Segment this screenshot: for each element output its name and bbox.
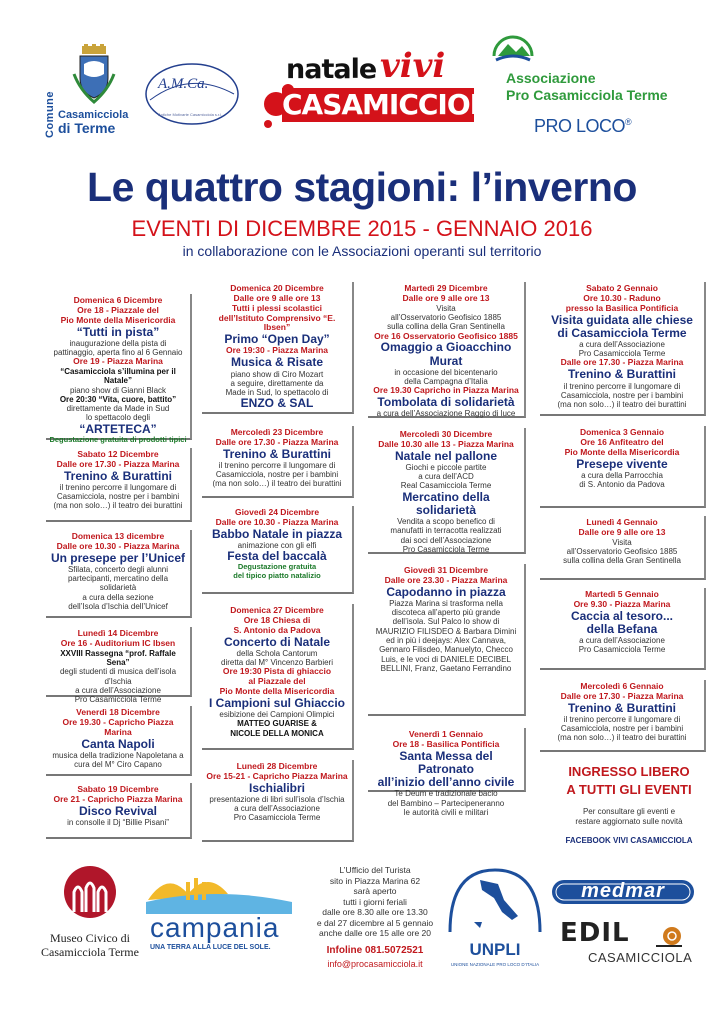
event-description: il trenino percorre il lungomare di — [59, 482, 177, 492]
event-description: dell’isola. Sul Palco lo show di — [392, 617, 500, 627]
event-date-time: Pio Monte della Misericordia — [564, 446, 680, 457]
event-title: Concerto di Natale — [223, 634, 331, 649]
event-description: Pro Casamicciola Terme — [74, 695, 162, 705]
event-date-time: presso la Basilica Pontificia — [565, 302, 679, 313]
natale-word: natale — [286, 54, 377, 85]
event-date-time: Sabato 2 Gennaio — [586, 283, 658, 293]
tourist-office-lines — [300, 865, 450, 939]
event-description: in occasione del bicentenario — [394, 367, 498, 377]
event-box — [202, 282, 354, 414]
event-description: (ma non solo…) il teatro dei burattini — [557, 733, 687, 743]
tourist-office-info — [300, 865, 450, 970]
event-description: sulla collina della Gran Sentinella — [563, 556, 681, 566]
event-description: Te Deum e tradizionale bacio — [394, 789, 498, 799]
associazione-line1: Associazione — [506, 70, 596, 86]
edil-word: EDIL — [560, 918, 630, 948]
medmar-word: medmar — [581, 880, 665, 902]
event-date-time: Dalle ore 10.30 - Piazza Marina — [215, 516, 339, 527]
event-description: diretta dal M° Vincenzo Barbieri — [221, 658, 333, 668]
event-description: MAURIZIO FILISDEO & Barbara Dimini — [375, 626, 517, 636]
edil-subtext: CASAMICCIOLA — [588, 950, 693, 965]
event-description: in consolle il Dj “Billie Pisani” — [67, 817, 169, 827]
event-description: di S. Antonio da Padova — [579, 480, 665, 490]
event-description: (ma non solo…) il teatro dei burattini — [53, 501, 183, 511]
event-title: Caccia al tesoro... — [570, 608, 674, 623]
event-highlight: MATTEO GUARISE & — [237, 719, 317, 729]
associazione-name — [506, 70, 668, 104]
event-description: Pro Casamicciola Terme — [578, 349, 666, 359]
event-date-time: al Piazzale del — [248, 676, 306, 687]
ingresso-info — [548, 807, 710, 826]
event-description: inaugurazione della pista di — [69, 338, 167, 348]
casamicciola-banner: CASAMICCIOLA — [282, 88, 508, 121]
event-box — [368, 564, 526, 716]
event-date-time: Ore 18 - Basilica Pontificia — [392, 738, 500, 749]
event-description: Pro Casamicciola Terme — [233, 813, 321, 823]
event-highlight: XXVIII Rassegna “prof. Raffale Sena” — [60, 648, 176, 667]
event-date-time: Venerdì 18 Dicembre — [76, 707, 160, 717]
tourist-office-line: anche dalle ore 15 alle ore 20 — [319, 928, 431, 939]
unpli-subtext: UNIONE NAZIONALE PRO LOCO D’ITALIA — [450, 962, 540, 967]
tourist-office-line: sito in Piazza Marina 62 — [329, 875, 421, 886]
event-date-time: Lunedì 14 Dicembre — [77, 628, 159, 638]
event-date-time: Domenica 6 Dicembre — [73, 295, 163, 305]
event-date-time: Ore 16 Osservatorio Geofisico 1885 — [374, 330, 518, 341]
event-description: cura del M° Ciro Capano — [74, 760, 162, 770]
event-description: all’Osservatorio Geofisico 1885 — [566, 546, 678, 556]
event-title: Un presepe per l’Unicef — [50, 550, 186, 565]
event-box — [46, 706, 192, 776]
event-title: Visita guidata alle chiese — [551, 312, 693, 327]
event-date-time: Ore 19:30 - Piazza Marina — [225, 345, 329, 356]
event-date-time: Ore 21 - Capricho Piazza Marina — [53, 793, 183, 804]
tourist-office-line: tutti i giorni feriali — [343, 896, 407, 907]
event-box — [540, 516, 706, 580]
event-description: Casamicciola, nostre per i bambini — [560, 390, 684, 400]
event-description: all’Osservatorio Geofisico 1885 — [390, 312, 502, 322]
vivi-word: vivi — [380, 46, 446, 86]
event-title: Trenino & Burattini — [568, 700, 676, 715]
event-date-time: Ore 18 - Piazzale del — [77, 304, 159, 315]
event-title: della Befana — [586, 621, 658, 636]
event-date-time: Mercoledì 6 Gennaio — [580, 681, 664, 691]
event-title: Presepe vivente — [576, 456, 668, 471]
event-title: Trenino & Burattini — [64, 468, 172, 483]
event-title: di Casamicciola Terme — [557, 325, 687, 340]
page-title: Le quattro stagioni: l’inverno — [87, 164, 637, 210]
event-description: lo spettacolo degli — [85, 413, 151, 423]
event-date-time: Domenica 3 Gennaio — [579, 427, 665, 437]
event-box — [540, 282, 706, 416]
event-date-time: Domenica 13 dicembre — [71, 531, 165, 541]
event-description: Visita — [612, 537, 632, 547]
event-description: del Bambino – Partecipeneranno — [387, 798, 505, 808]
event-date-time: Ore 18 Chiesa di — [243, 614, 311, 625]
campania-logo-icon — [146, 870, 292, 914]
event-title: Festa del baccalà — [227, 549, 327, 564]
event-tasting-note: Degustazione gratuita di prodotti tipici — [49, 434, 187, 444]
amca-logo-icon — [142, 60, 242, 128]
event-description: Real Casamicciola Terme — [400, 481, 492, 491]
collaboration-note: in collaborazione con le Associazioni operanti sul territorio — [182, 243, 542, 259]
event-date-time: Dalle ore 9 alle ore 13 — [402, 292, 490, 303]
infoline-phone[interactable]: Infoline 081.5072521 — [326, 944, 424, 956]
event-box — [202, 760, 354, 842]
event-tasting-note: Degustazione gratuita — [237, 562, 317, 572]
event-box — [202, 426, 354, 498]
museo-line2: Casamicciola Terme — [41, 944, 139, 959]
event-date-time: Ore 16 Anfiteatro del — [580, 436, 664, 447]
event-description: manufatti in terracotta realizzati — [390, 526, 502, 536]
event-tasting-note: del tipico piatto natalizio — [233, 571, 321, 581]
associazione-line2: Pro Casamicciola Terme — [506, 86, 668, 103]
event-description: Pro Casamicciola Terme — [402, 544, 490, 554]
event-date-time: Ore 15-21 - Capricho Piazza Marina — [206, 770, 348, 781]
page-subtitle: EVENTI DI DICEMBRE 2015 - GENNAIO 2016 — [131, 216, 593, 241]
event-description: Luis, e le voci di DANIELE DECIBEL — [381, 654, 511, 664]
associazione-mountain-icon — [490, 26, 536, 66]
event-description: (ma non solo…) il teatro dei burattini — [212, 479, 342, 489]
event-date-time: S. Antonio da Padova — [233, 624, 321, 635]
event-highlight: NICOLE DELLA MONICA — [230, 728, 324, 738]
event-title: Canta Napoli — [81, 736, 155, 751]
comune-vertical-label: Comune — [44, 91, 56, 138]
event-description: il trenino percorre il lungomare di — [563, 381, 681, 391]
event-title: all’inizio dell’anno civile — [377, 775, 515, 790]
event-box — [46, 783, 192, 839]
event-title: Ischialibri — [248, 780, 306, 795]
event-box — [368, 282, 526, 418]
event-description: direttamente da Made in Sud — [66, 404, 170, 414]
event-date-time: Ore 19:30 Pista di ghiaccio — [222, 666, 332, 677]
event-description: partecipanti, mercatino della solidarietà — [67, 574, 169, 593]
proloco-logo — [534, 116, 631, 137]
event-highlight: “Casamicciola s’illumina per il Natale” — [60, 367, 176, 386]
event-description: Casamicciola, nostre per i bambini — [560, 724, 684, 734]
event-description: musica della tradizione Napoletana a — [52, 750, 184, 760]
event-description: BELLINI, Franz, Gaetano Ferrandino — [380, 663, 512, 673]
event-date-time: Tutti i plessi scolastici — [231, 302, 323, 313]
event-description: a cura dell’Associazione — [234, 804, 320, 814]
event-description: animazione con gli elfi — [237, 540, 317, 550]
snail-icon — [654, 924, 684, 948]
event-date-time: Dalle ore 17.30 - Piazza Marina — [56, 458, 180, 469]
amca-logo-text: A.M.Ca. — [158, 76, 209, 92]
event-description: a seguire, direttamente da — [230, 378, 324, 388]
event-description: (ma non solo…) il teatro dei burattini — [557, 400, 687, 410]
event-description: il trenino percorre il lungomare di — [563, 714, 681, 724]
event-date-time: Dalle ore 9 alle ore 13 — [578, 526, 666, 537]
event-description: Vendita a scopo benefico di — [397, 517, 495, 527]
event-description: a cura dell’Associazione — [579, 339, 665, 349]
ingresso-line2: A TUTTI GLI EVENTI — [566, 782, 692, 797]
event-description: il trenino percorre il lungomare di — [218, 460, 336, 470]
event-title: I Campioni sul Ghiaccio — [208, 695, 346, 710]
event-box — [46, 530, 192, 618]
event-box — [368, 428, 526, 554]
event-date-time: Dalle ore 17.30 - Piazza Marina — [560, 357, 684, 368]
ingresso-info-line1: Per consultare gli eventi e — [582, 807, 676, 816]
tourist-office-line: dalle ore 8.30 alle ore 13.30 — [322, 907, 428, 918]
event-description: dell’Isola d’Ischia dell’Unicef — [68, 601, 168, 611]
event-description: a cura dell’Associazione — [579, 636, 665, 646]
museo-line1: Museo Civico di — [50, 931, 130, 945]
event-title: Santa Messa del Patronato — [399, 748, 493, 776]
event-date-time: dell’Istituto Comprensivo “E. Ibsen” — [218, 312, 336, 333]
event-date-time: Ore 10.30 - Raduno — [583, 292, 661, 303]
campania-word: campania — [150, 912, 280, 943]
event-box — [540, 426, 706, 508]
event-date-time: Dalle ore 17.30 - Piazza Marina — [215, 436, 339, 447]
comune-name-line1: Casamicciola — [58, 109, 129, 121]
event-title: “Tutti in pista” — [76, 324, 160, 339]
event-title: Natale nel pallone — [394, 448, 498, 463]
event-title: Musica & Risate — [230, 355, 324, 370]
event-date-time: Venerdì 1 Gennaio — [408, 729, 484, 739]
event-description: Casamicciola, nostre per i bambini — [215, 470, 339, 480]
event-title: Mercatino della solidarietà — [402, 489, 490, 517]
event-description: piano show di Ciro Mozart — [230, 369, 324, 379]
unpli-word: UNPLI — [469, 940, 521, 959]
event-description: ed in più i deejays: Alex Cannava, — [385, 635, 507, 645]
event-date-time: Sabato 19 Dicembre — [77, 784, 159, 794]
event-description: piano show di Gianni Black — [69, 385, 167, 395]
event-date-time: Ore 19.30 Capricho in Piazza Marina — [373, 385, 519, 396]
event-date-time: Martedì 29 Dicembre — [404, 283, 488, 293]
event-date-time: Sabato 12 Dicembre — [77, 449, 159, 459]
natale-vivi-logo — [262, 46, 508, 132]
event-box — [202, 604, 354, 750]
event-description: della Schola Cantorum — [236, 648, 318, 658]
event-date-time: Dalle ore 9 alle ore 13 — [233, 292, 321, 303]
amca-logo-subtext: Antiche Motivarte Casamicciola s.r.l. — [158, 112, 223, 117]
event-date-time: Pio Monte della Misericordia — [60, 314, 176, 325]
unpli-italy-map-icon — [444, 866, 546, 938]
event-date-time: Pio Monte della Misericordia — [219, 686, 335, 697]
event-box — [368, 728, 526, 817]
event-description: Sfilata, concerto degli alunni — [67, 564, 169, 574]
event-description: discoteca all’aperto più grande — [391, 608, 501, 618]
event-description: a cura della Parrocchia — [581, 470, 663, 480]
event-description: Visita — [436, 303, 456, 313]
event-box — [46, 294, 192, 444]
event-box — [46, 627, 192, 705]
event-description: Made in Sud, lo spettacolo di — [225, 388, 329, 398]
event-description: degli studenti di musica dell’isola d’Ischia — [59, 667, 177, 686]
event-description: Casamicciola, nostre per i bambini — [56, 492, 180, 502]
event-box — [46, 448, 192, 522]
ingresso-libero-box — [548, 764, 710, 845]
event-description: Giochi e piccole partite — [405, 462, 487, 472]
event-title: ENZO & SAL — [240, 396, 314, 411]
event-description: a cura dell’Associazione — [75, 685, 161, 695]
comune-name-line2: di Terme — [58, 120, 116, 136]
event-description: dai soci dell’Associazione — [400, 535, 492, 545]
event-date-time: Dalle ore 10.30 - Piazza Marina — [56, 540, 180, 551]
event-title: Babbo Natale in piazza — [211, 526, 343, 541]
event-date-time: Dalle ore 23.30 - Piazza Marina — [384, 574, 508, 585]
event-title: Trenino & Burattini — [568, 367, 676, 382]
event-description: le autorità civili e militari — [403, 807, 489, 817]
event-description: Pro Casamicciola Terme — [578, 645, 666, 655]
event-title: Primo “Open Day” — [224, 332, 330, 347]
event-description: esibizione dei Campioni Olimpici — [219, 710, 335, 720]
event-date-time: Ore 9.30 - Piazza Marina — [573, 598, 671, 609]
event-description: a cura dell’ACD — [418, 472, 474, 482]
event-description: a cura dell’Associazione Raggio di luce — [376, 409, 516, 419]
ingresso-line1: INGRESSO LIBERO — [568, 764, 690, 779]
event-date-time: Dalle 10.30 alle 13 - Piazza Marina — [378, 438, 514, 449]
campania-slogan: UNA TERRA ALLA LUCE DEL SOLE. — [150, 944, 271, 951]
event-highlight: Ore 20:30 “Vita, cuore, battito” — [59, 394, 177, 404]
contact-email[interactable]: info@procasamicciola.it — [327, 959, 423, 970]
ingresso-info-line2: restare aggiornato sulle novità — [575, 816, 683, 826]
tourist-office-line: sarà aperto — [353, 886, 397, 897]
event-description: della Campagna d’Italia — [404, 377, 488, 387]
event-date-time: Domenica 27 Dicembre — [230, 605, 324, 615]
event-title: Trenino & Burattini — [223, 446, 331, 461]
museo-civico-logo-icon — [34, 862, 146, 928]
comune-name — [58, 110, 128, 135]
event-description: pattinaggio, aperta fino al 6 Gennaio — [53, 348, 183, 358]
comune-crest-icon — [70, 44, 118, 108]
event-description: presentazione di libri sull’isola d’Ischia — [209, 794, 345, 804]
event-title: Capodanno in piazza — [386, 584, 506, 599]
event-date-time: Mercoledì 30 Dicembre — [399, 429, 493, 439]
event-description: a cura della sezione — [82, 592, 154, 602]
proloco-registered-mark: ® — [625, 117, 632, 127]
event-date-time: Giovedì 24 Dicembre — [234, 507, 320, 517]
event-box — [540, 680, 706, 752]
event-date-time: Ore 19 - Piazza Marina — [73, 356, 163, 367]
event-date-time: Ore 19.30 - Capricho Piazza Marina — [62, 716, 174, 737]
event-date-time: Lunedì 4 Gennaio — [586, 517, 658, 527]
tourist-office-line: e dal 27 dicembre al 5 gennaio — [316, 917, 434, 928]
event-description: sulla collina della Gran Sentinella — [387, 322, 505, 332]
museo-civico-caption — [34, 932, 146, 960]
event-date-time: Dalle ore 17.30 - Piazza Marina — [560, 690, 684, 701]
event-title: Tombolata di solidarietà — [377, 395, 515, 410]
event-description: Piazza Marina si trasforma nella — [389, 598, 503, 608]
event-box — [540, 588, 706, 670]
event-date-time: Domenica 20 Dicembre — [230, 283, 324, 293]
event-date-time: Mercoledì 23 Dicembre — [230, 427, 324, 437]
facebook-page-link[interactable]: FACEBOOK VIVI CASAMICCIOLA — [565, 836, 693, 846]
event-date-time: Martedì 5 Gennaio — [585, 589, 659, 599]
event-title: “ARTETECA” — [79, 421, 157, 436]
proloco-text: PRO LOCO — [534, 116, 626, 136]
tourist-office-line: L’Ufficio del Turista — [339, 865, 411, 875]
event-title: Omaggio a Gioacchino Murat — [380, 340, 512, 368]
event-box — [202, 506, 354, 594]
event-description: Gennaro Filisdeo, Manuelyto, Checco — [379, 645, 513, 655]
event-date-time: Giovedì 31 Dicembre — [403, 565, 489, 575]
event-title: Disco Revival — [78, 803, 158, 818]
event-date-time: Ore 16 - Auditorium IC Ibsen — [60, 637, 176, 648]
event-date-time: Lunedì 28 Dicembre — [236, 761, 318, 771]
